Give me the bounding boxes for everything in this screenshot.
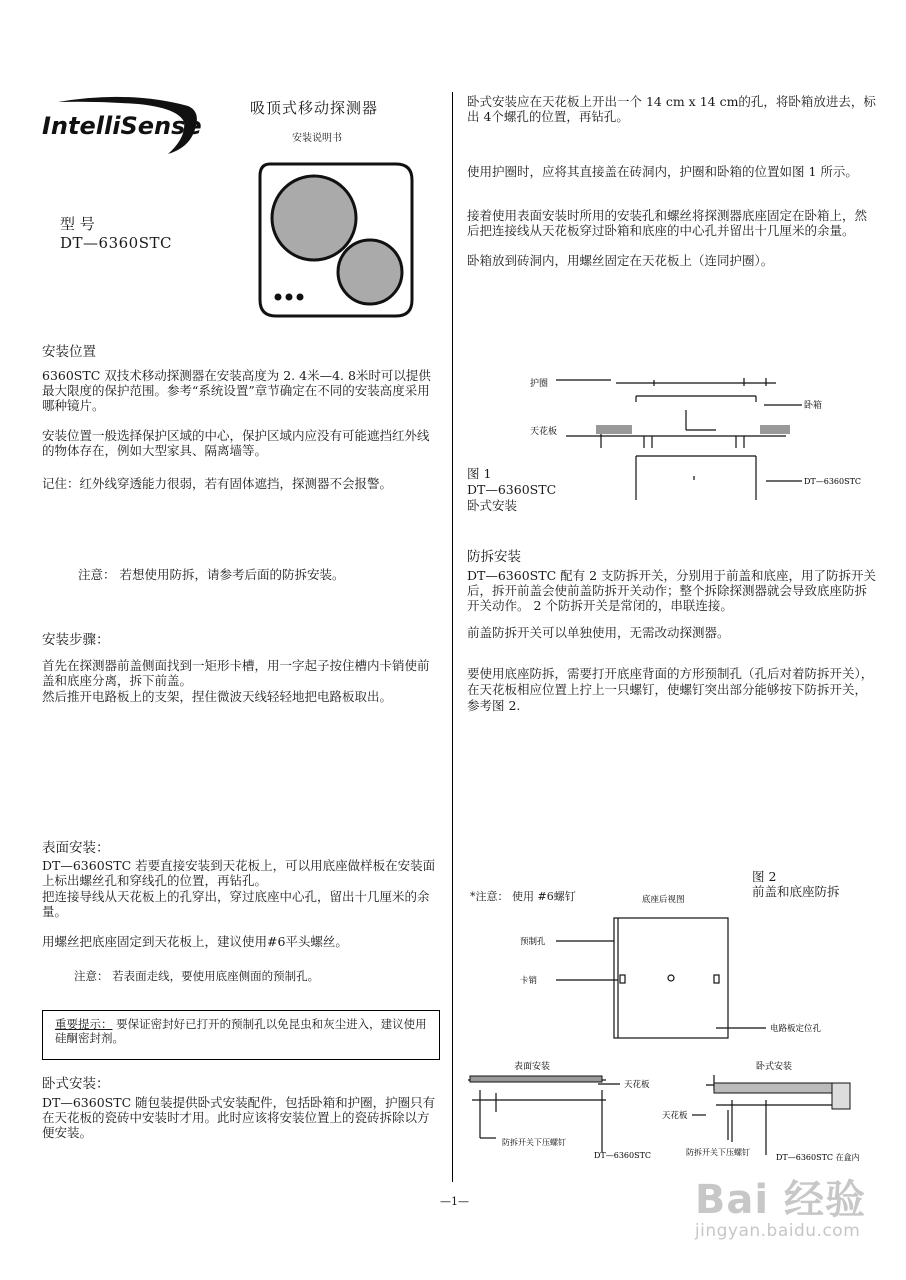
doc-title: 吸顶式移动探测器	[250, 99, 379, 117]
fig2-label-knockout: 预制孔	[520, 937, 546, 947]
surface-p3: 用螺丝把底座固定到天花板上，建议使用#6平头螺丝。	[42, 934, 348, 949]
figure-2-diagram	[466, 890, 876, 1170]
baidu-watermark	[695, 1168, 866, 1241]
fig1-label-ceiling: 天花板	[530, 427, 558, 437]
fig2-caption-1: 图 2	[752, 869, 777, 884]
fig1-label-unit: DT—6360STC	[804, 477, 862, 486]
fig2-note: *注意： 使用 #6螺钉	[470, 890, 576, 903]
fig2-label-unit-b: DT—6360STC 在盒内	[776, 1153, 860, 1162]
important-text: 要保证密封好已打开的预制孔以免昆虫和灰尘进入，建议使用硅酮密封剂。	[55, 1017, 427, 1045]
fig2-label-pcb: 电路板定位孔	[770, 1024, 822, 1034]
right-p4: 卧箱放到砖洞内，用螺丝固定在天花板上（连同护圈）。	[467, 253, 774, 268]
important-note-box	[42, 1010, 440, 1060]
install-location-p1: 6360STC 双技术移动探测器在安装高度为 2. 4米—4. 8米时可以提供最大限度的保护范围。参考“系统设置”章节确定在不同的安装高度采用哪种镜片。	[42, 368, 431, 413]
install-steps-p2: 然后推开电路板上的支架，捏住微波天线轻轻地把电路板取出。	[42, 689, 393, 704]
install-location-p2: 安装位置一般选择保护区域的中心，保护区域内应没有可能遮挡红外线的物体存在，例如大型家具、隔离墙等。	[42, 428, 430, 458]
fig2-surface-title: 表面安装	[514, 1062, 551, 1072]
fig2-back-view: 底座后视图	[642, 895, 685, 905]
fig1-caption-2: DT—6360STC	[467, 482, 557, 497]
detector-illustration	[256, 160, 416, 320]
install-location-p3: 记住：红外线穿透能力很弱，若有固体遮挡，探测器不会报警。	[42, 476, 393, 491]
tamper-p1: DT—6360STC 配有 2 支防拆开关，分别用于前盖和底座，用了防拆开关后，拆开前盖会使前盖防拆开关动作；整个拆除探测器就会导致底座防拆开关动作。 2 个防拆开关是常闭的，串联连接。	[467, 568, 877, 613]
fig2-label-ceiling-b: 天花板	[662, 1111, 688, 1121]
watermark-brand: Bai 经验	[694, 1177, 866, 1223]
right-p1: 卧式安装应在天花板上开出一个 14 cm x 14 cm的孔，将卧箱放进去，标出 4个螺孔的位置，再钻孔。	[467, 94, 876, 124]
tamper-p3: 要使用底座防拆，需要打开底座背面的方形预制孔（孔后对着防拆开关），在天花板相应位置上拧上一只螺钉，使螺钉突出部分能够按下防拆开关，参考图 2.	[467, 666, 874, 713]
important-label: 重要提示：	[55, 1017, 113, 1031]
fig2-label-unit-a: DT—6360STC	[594, 1151, 652, 1160]
tamper-p2: 前盖防拆开关可以单独使用，无需改动探测器。	[467, 625, 730, 640]
column-divider	[452, 92, 453, 1182]
fig2-label-screw: 防拆开关下压螺钉	[502, 1138, 566, 1147]
surface-note: 注意： 若表面走线，要使用底座侧面的预制孔。	[74, 969, 320, 983]
surface-p2: 把连接导线从天花板上的孔穿出，穿过底座中心孔，留出十几厘米的余量。	[42, 889, 430, 919]
recessed-heading: 卧式安装：	[42, 1076, 110, 1092]
doc-subtitle: 安装说明书	[292, 133, 342, 144]
brand-logo	[38, 92, 202, 158]
surface-heading: 表面安装：	[42, 840, 110, 856]
fig2-caption-2: 前盖和底座防拆	[752, 884, 840, 899]
surface-p1: DT—6360STC 若要直接安装到天花板上，可以用底座做样板在安装面上标出螺丝孔和穿线孔的位置，再钻孔。	[42, 858, 436, 888]
fig1-caption-1: 图 1	[467, 466, 492, 481]
install-steps-p1: 首先在探测器前盖侧面找到一矩形卡槽，用一字起子按住槽内卡销使前盖和底座分离，拆下前盖。	[42, 658, 430, 688]
fig2-recessed-title: 卧式安装	[756, 1062, 793, 1072]
fig1-label-box: 卧箱	[804, 401, 823, 411]
fig1-caption-3: 卧式安装	[467, 498, 518, 513]
brand-logo-text: IntelliSense	[42, 112, 202, 140]
install-steps-heading: 安装步骤：	[42, 632, 110, 648]
page-number: —1—	[440, 1195, 469, 1208]
tamper-heading: 防拆安装	[467, 549, 521, 565]
fig2-label-switch: 防拆开关下压螺钉	[686, 1148, 750, 1157]
model-label: 型 号	[60, 215, 95, 233]
install-location-heading: 安装位置	[42, 344, 96, 360]
fig2-label-latch: 卡销	[520, 976, 538, 986]
right-p3: 接着使用表面安装时所用的安装孔和螺丝将探测器底座固定在卧箱上，然后把连接线从天花板穿过卧箱和底座的中心孔并留出十几厘米的余量。	[467, 208, 868, 238]
fig2-label-ceiling-a: 天花板	[624, 1080, 650, 1090]
right-p2: 使用护圈时，应将其直接盖在砖洞内，护圈和卧箱的位置如图 1 所示。	[467, 164, 858, 179]
fig1-label-ring: 护圈	[530, 379, 549, 389]
recessed-p1: DT—6360STC 随包装提供卧式安装配件，包括卧箱和护圈，护圈只有在天花板的瓷砖中安装时才用。此时应该将安装位置上的瓷砖拆除以方便安装。	[42, 1095, 436, 1140]
install-location-note: 注意： 若想使用防拆，请参考后面的防拆安装。	[78, 567, 345, 582]
model-number: DT—6360STC	[60, 234, 172, 252]
watermark-url: jingyan.baidu.com	[694, 1221, 861, 1241]
